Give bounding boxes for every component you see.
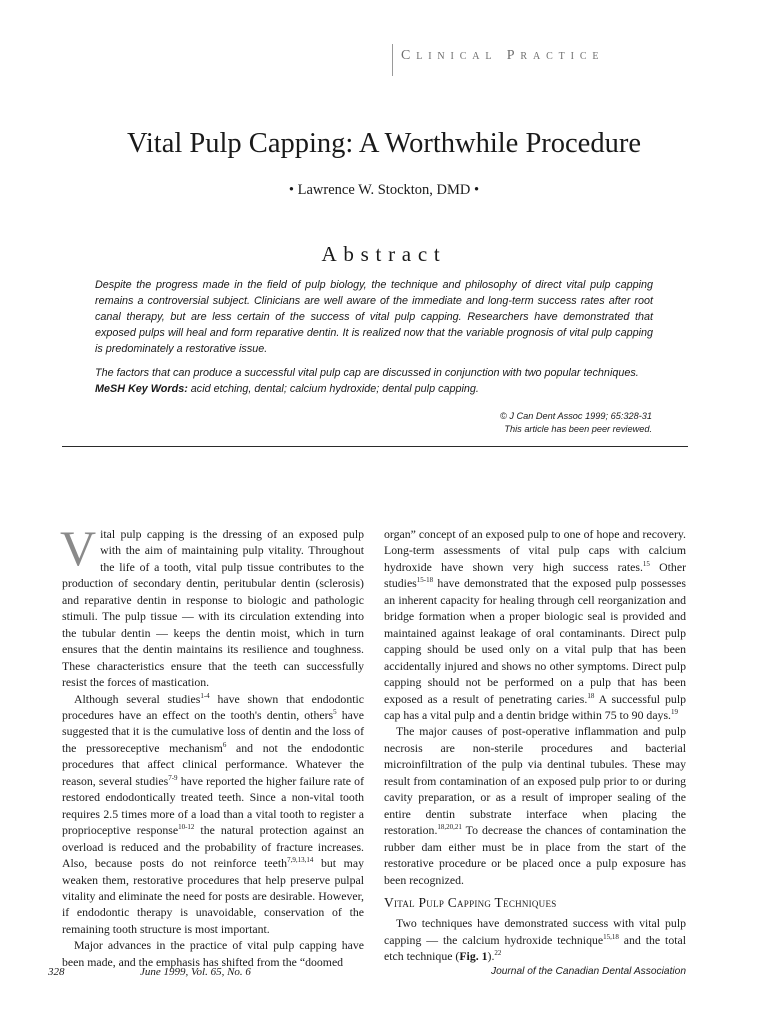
body-text: ). (487, 949, 495, 964)
abstract-paragraph: The factors that can produce a successful vital pulp cap are discussed in conjunction with two popular techniques. (95, 367, 639, 379)
abstract-paragraph: Despite the progress made in the field of pulp biology, the technique and philosophy of direct vital pulp capping remains a controversial subject. Clinicians are well aware of the immediate and long-term success rates after root canal therapy, but are less certain of the success of vital pulp capping. Researchers have demonstrated that exposed pulps will heal and form reparative dentin. It is realized now that the variable prognosis of vital pulp capping is predominately a restorative issue. (95, 279, 653, 355)
issue-info: June 1999, Vol. 65, No. 6 (140, 966, 251, 978)
body-text: and not the endodontic procedures that affect clinical performance. Whatever the reason, several studies (62, 740, 364, 788)
reference: 15 (642, 559, 650, 568)
body-text: but may weaken them, restorative procedures that help preserve pulpal vitality and eliminate the need for posts are desirable. However, if endodontic therapy is unavoidable, conservation of the remaining tooth structure is most important. (62, 856, 364, 936)
reference: 18 (587, 691, 595, 700)
body-text: Other studies (384, 559, 686, 591)
header-divider (62, 446, 688, 447)
reference: 1-4 (200, 691, 210, 700)
journal-name: Journal of the Canadian Dental Association (490, 966, 686, 977)
author-degree: DMD • (432, 182, 480, 198)
body-text: ital pulp capping is the dressing of an exposed pulp with the aim of maintaining pulp vitality. Throughout the life of a tooth, vital pulp tissue contributes to the production of secondary dentin, peritubular dentin (sclerosis) and reparative dentin in response to biologic and pathologic stimuli. The pulp tissue — with its circulation extending into the tubular dentin — keeps the dentin moist, which in turn ensures that the dentin maintains its resilience and toughness. These characteristics ensure that the teeth can successfully resist the forces of mastication. (62, 527, 364, 690)
citation-line: © J Can Dent Assoc 1999; 65:328-31 (500, 411, 652, 421)
figure-reference: Fig. 1 (459, 949, 488, 964)
body-text: the natural protection against an overload is reduced and the probability of fracture increases. Also, because posts do not reinforce teeth (62, 823, 364, 871)
body-paragraph: Major advances in the practice of vital pulp capping have been made, and the emphasis has shifted from the “doomed (62, 938, 364, 969)
body-text: have reported the higher failure rate of restored endodontically treated teeth. Since a non-vital tooth requires 2.5 times more of a load than a vital tooth to register a proprioceptive response (62, 773, 365, 838)
reference: 7-9 (168, 773, 178, 782)
body-paragraph (60, 520, 364, 691)
body-paragraph (384, 526, 686, 723)
keywords-label: MeSH Key Words: (95, 383, 188, 395)
reference: 7,9,13,14 (287, 856, 314, 865)
body-column-left (60, 520, 365, 970)
mesh-keywords (95, 381, 653, 397)
body-text: and the total etch technique ( (384, 932, 687, 964)
reference: 15,18 (603, 932, 619, 941)
body-text: To decrease the chances of contamination the rubber dam either must be in place from the start of the restorative procedure or be placed once a pulp exposure has been recognized. (384, 823, 686, 887)
section-subheading: Vital Pulp Capping Techniques (384, 894, 557, 910)
section-label: Clinical Practice (401, 48, 605, 63)
peer-review-note: This article has been peer reviewed. (504, 424, 652, 434)
reference: 19 (671, 708, 678, 717)
reference: 6 (222, 740, 227, 749)
body-column-right (384, 526, 686, 965)
body-text: organ” concept of an exposed pulp to one of hope and recovery. Long-term assessments of vital pulp caps with calcium hydroxide have shown very high success rates. (384, 527, 686, 574)
article-title: Vital Pulp Capping: A Worthwhile Procedure (127, 128, 641, 159)
abstract-body (95, 277, 653, 389)
author-name: • Lawrence W. Stockton, (288, 182, 433, 198)
citation (252, 410, 652, 436)
body-text: A successful pulp cap has a vital pulp and a dentin bridge within 75 to 90 days. (384, 691, 687, 722)
body-text: Two techniques have demonstrated success with vital pulp capping — the calcium hydroxide technique (384, 916, 686, 947)
page-number: 328 (48, 966, 65, 978)
body-paragraph (62, 691, 364, 938)
author-byline (0, 182, 768, 199)
abstract-heading: Abstract (321, 242, 447, 266)
reference: 10-12 (178, 823, 195, 832)
reference: 18,20,21 (437, 823, 462, 832)
body-text: have shown that endodontic procedures have an effect on the tooth's dentin, others (62, 691, 365, 722)
reference: 22 (494, 949, 502, 958)
body-paragraph (384, 915, 686, 964)
body-text: The major causes of post-operative inflammation and pulp necrosis are non-sterile procedures and bacterial microinfiltration of the pulp via dentinal tubules. These may result from contamination of an exposed pulp prior to or during cavity preparation, or as a result of improper sealing of the entire dentin substrate interface when placing the restoration. (384, 724, 686, 838)
body-text: have demonstrated that the exposed pulp possesses an inherent capacity for healing through cell reorganization and bridge formation when a proper biologic seal is provided and maintained against leakage of oral contaminants. Direct pulp capping should be used only on a vital pulp that has been accidentally injured and shows no other symptoms. Direct pulp capping should not be performed on a pulp that has been exposed as a result of penetrating caries. (384, 576, 686, 706)
drop-cap: V (60, 520, 97, 576)
keywords-text: acid etching, dental; calcium hydroxide; dental pulp capping. (187, 383, 479, 395)
body-text: Although several studies (74, 691, 201, 706)
reference: 5 (333, 708, 337, 717)
body-paragraph (384, 723, 686, 888)
reference: 15-18 (416, 576, 434, 585)
section-header (392, 44, 768, 76)
body-text: have suggested that it is the cumulative loss of dentin and the loss of the pressoreceptive mechanism (62, 707, 364, 755)
